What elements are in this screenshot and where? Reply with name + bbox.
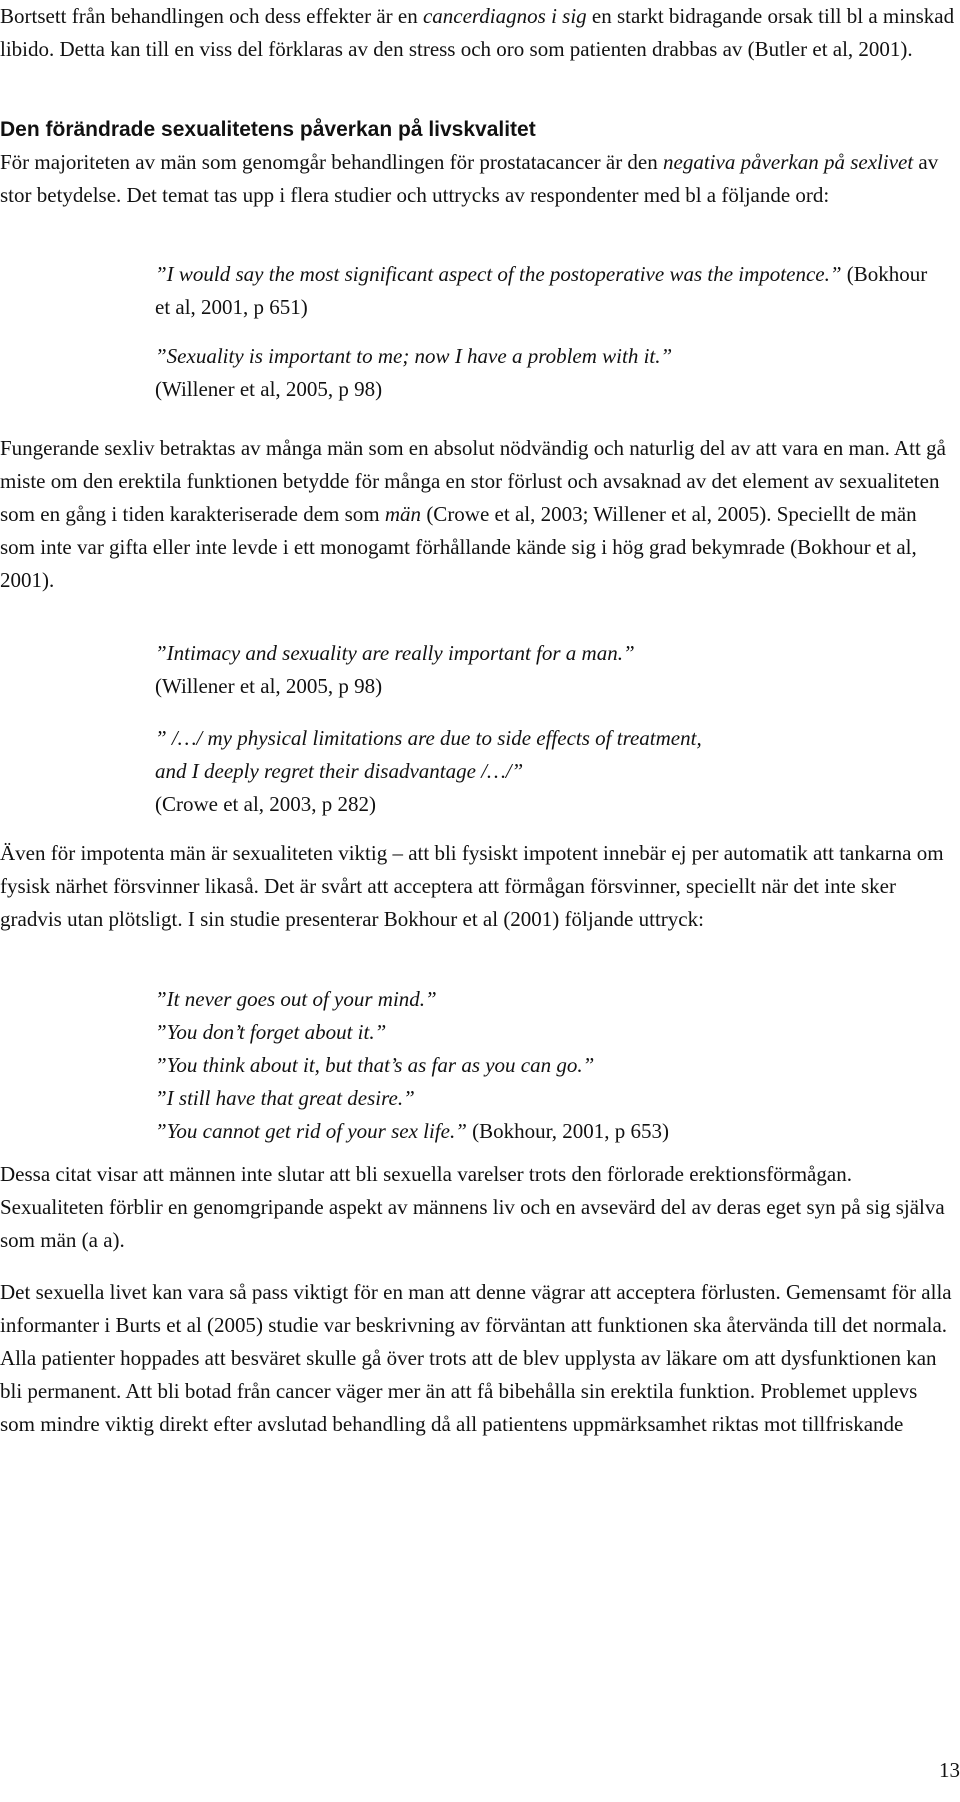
quote-list-bokhour: ”It never goes out of your mind.” ”You don’t forget about it.” ”You think about it, but that’s as far as you can go.” ”I still have that great desire.” ”You cannot get rid of your sex life.” (Bokhour, 2001, p 653) <box>155 987 670 1143</box>
paragraph-sexliv: Fungerande sexliv betraktas av många män som en absolut nödvändig och naturlig del av att vara en man. Att gå miste om den erektila funktionen betydde för många en stor förlust och avsaknad av det element av sexualiteten som en gång i tiden karakteriserade dem som män (Crowe et al, 2003; Willener et al, 2005). Speciellt de män som inte var gifta eller inte levde i ett monogamt förhållande kände sig i hög grad bekymrade (Bokhour et al, 2001). <box>0 436 946 592</box>
quote-crowe-limitations: ” /…/ my physical limitations are due to side effects of treatment, and I deeply regret their disadvantage /…/” (Crowe et al, 2003, p 282) <box>155 726 702 816</box>
quote-willener-sexuality: ”Sexuality is important to me; now I have a problem with it.” (Willener et al, 2005, p 98) <box>155 344 673 401</box>
paragraph-majority: För majoriteten av män som genomgår behandlingen för prostatacancer är den negativa påverkan på sexlivet av stor betydelse. Det temat tas upp i flera studier och uttrycks av respondenter med bl a följande ord: <box>0 150 939 207</box>
paragraph-impotenta: Även för impotenta män är sexualiteten viktig – att bli fysiskt impotent innebär ej per automatik att tankarna om fysisk närhet försvinner likaså. Det är svårt att acceptera att förmågan försvinner, speciellt när det inte sker gradvis utan plötsligt. I sin studie presenterar Bokhour et al (2001) följande uttryck: <box>0 841 944 931</box>
quote-bokhour-impotence: ”I would say the most significant aspect of the postoperative was the impotence.” (Bokhour et al, 2001, p 651) <box>155 262 928 319</box>
paragraph-sexuella-livet: Det sexuella livet kan vara så pass viktigt för en man att denne vägrar att acceptera förlusten. Gemensamt för alla informanter i Burts et al (2005) studie var beskrivning av förväntan att funktionen ska återvända till det normala. Alla patienter hoppades att besväret skulle gå över trots att de blev upplysta av läkare om att dysfunktionen kan bli permanent. Att bli botad från cancer väger mer än att få bibehålla sin erektila funktion. Problemet upplevs som mindre viktig direkt efter avslutad behandling då all patientens uppmärksamhet riktas mot tillfriskande <box>0 1280 952 1436</box>
paragraph-dessa-citat: Dessa citat visar att männen inte slutar att bli sexuella varelser trots den förlorade erektionsförmågan. Sexualiteten förblir en genomgripande aspekt av männens liv och en avsevärd del av deras eget syn på sig själva som män (a a). <box>0 1162 945 1252</box>
page-number: 13 <box>939 1758 960 1782</box>
quote-willener-intimacy: ”Intimacy and sexuality are really important for a man.” (Willener et al, 2005, p 98) <box>155 641 635 698</box>
section-heading: Den förändrade sexualitetens påverkan på livskvalitet <box>0 118 536 141</box>
paragraph-intro: Bortsett från behandlingen och dess effekter är en cancerdiagnos i sig en starkt bidragande orsak till bl a minskad libido. Detta kan till en viss del förklaras av den stress och oro som patienten drabbas av (Butler et al, 2001). <box>0 4 955 61</box>
